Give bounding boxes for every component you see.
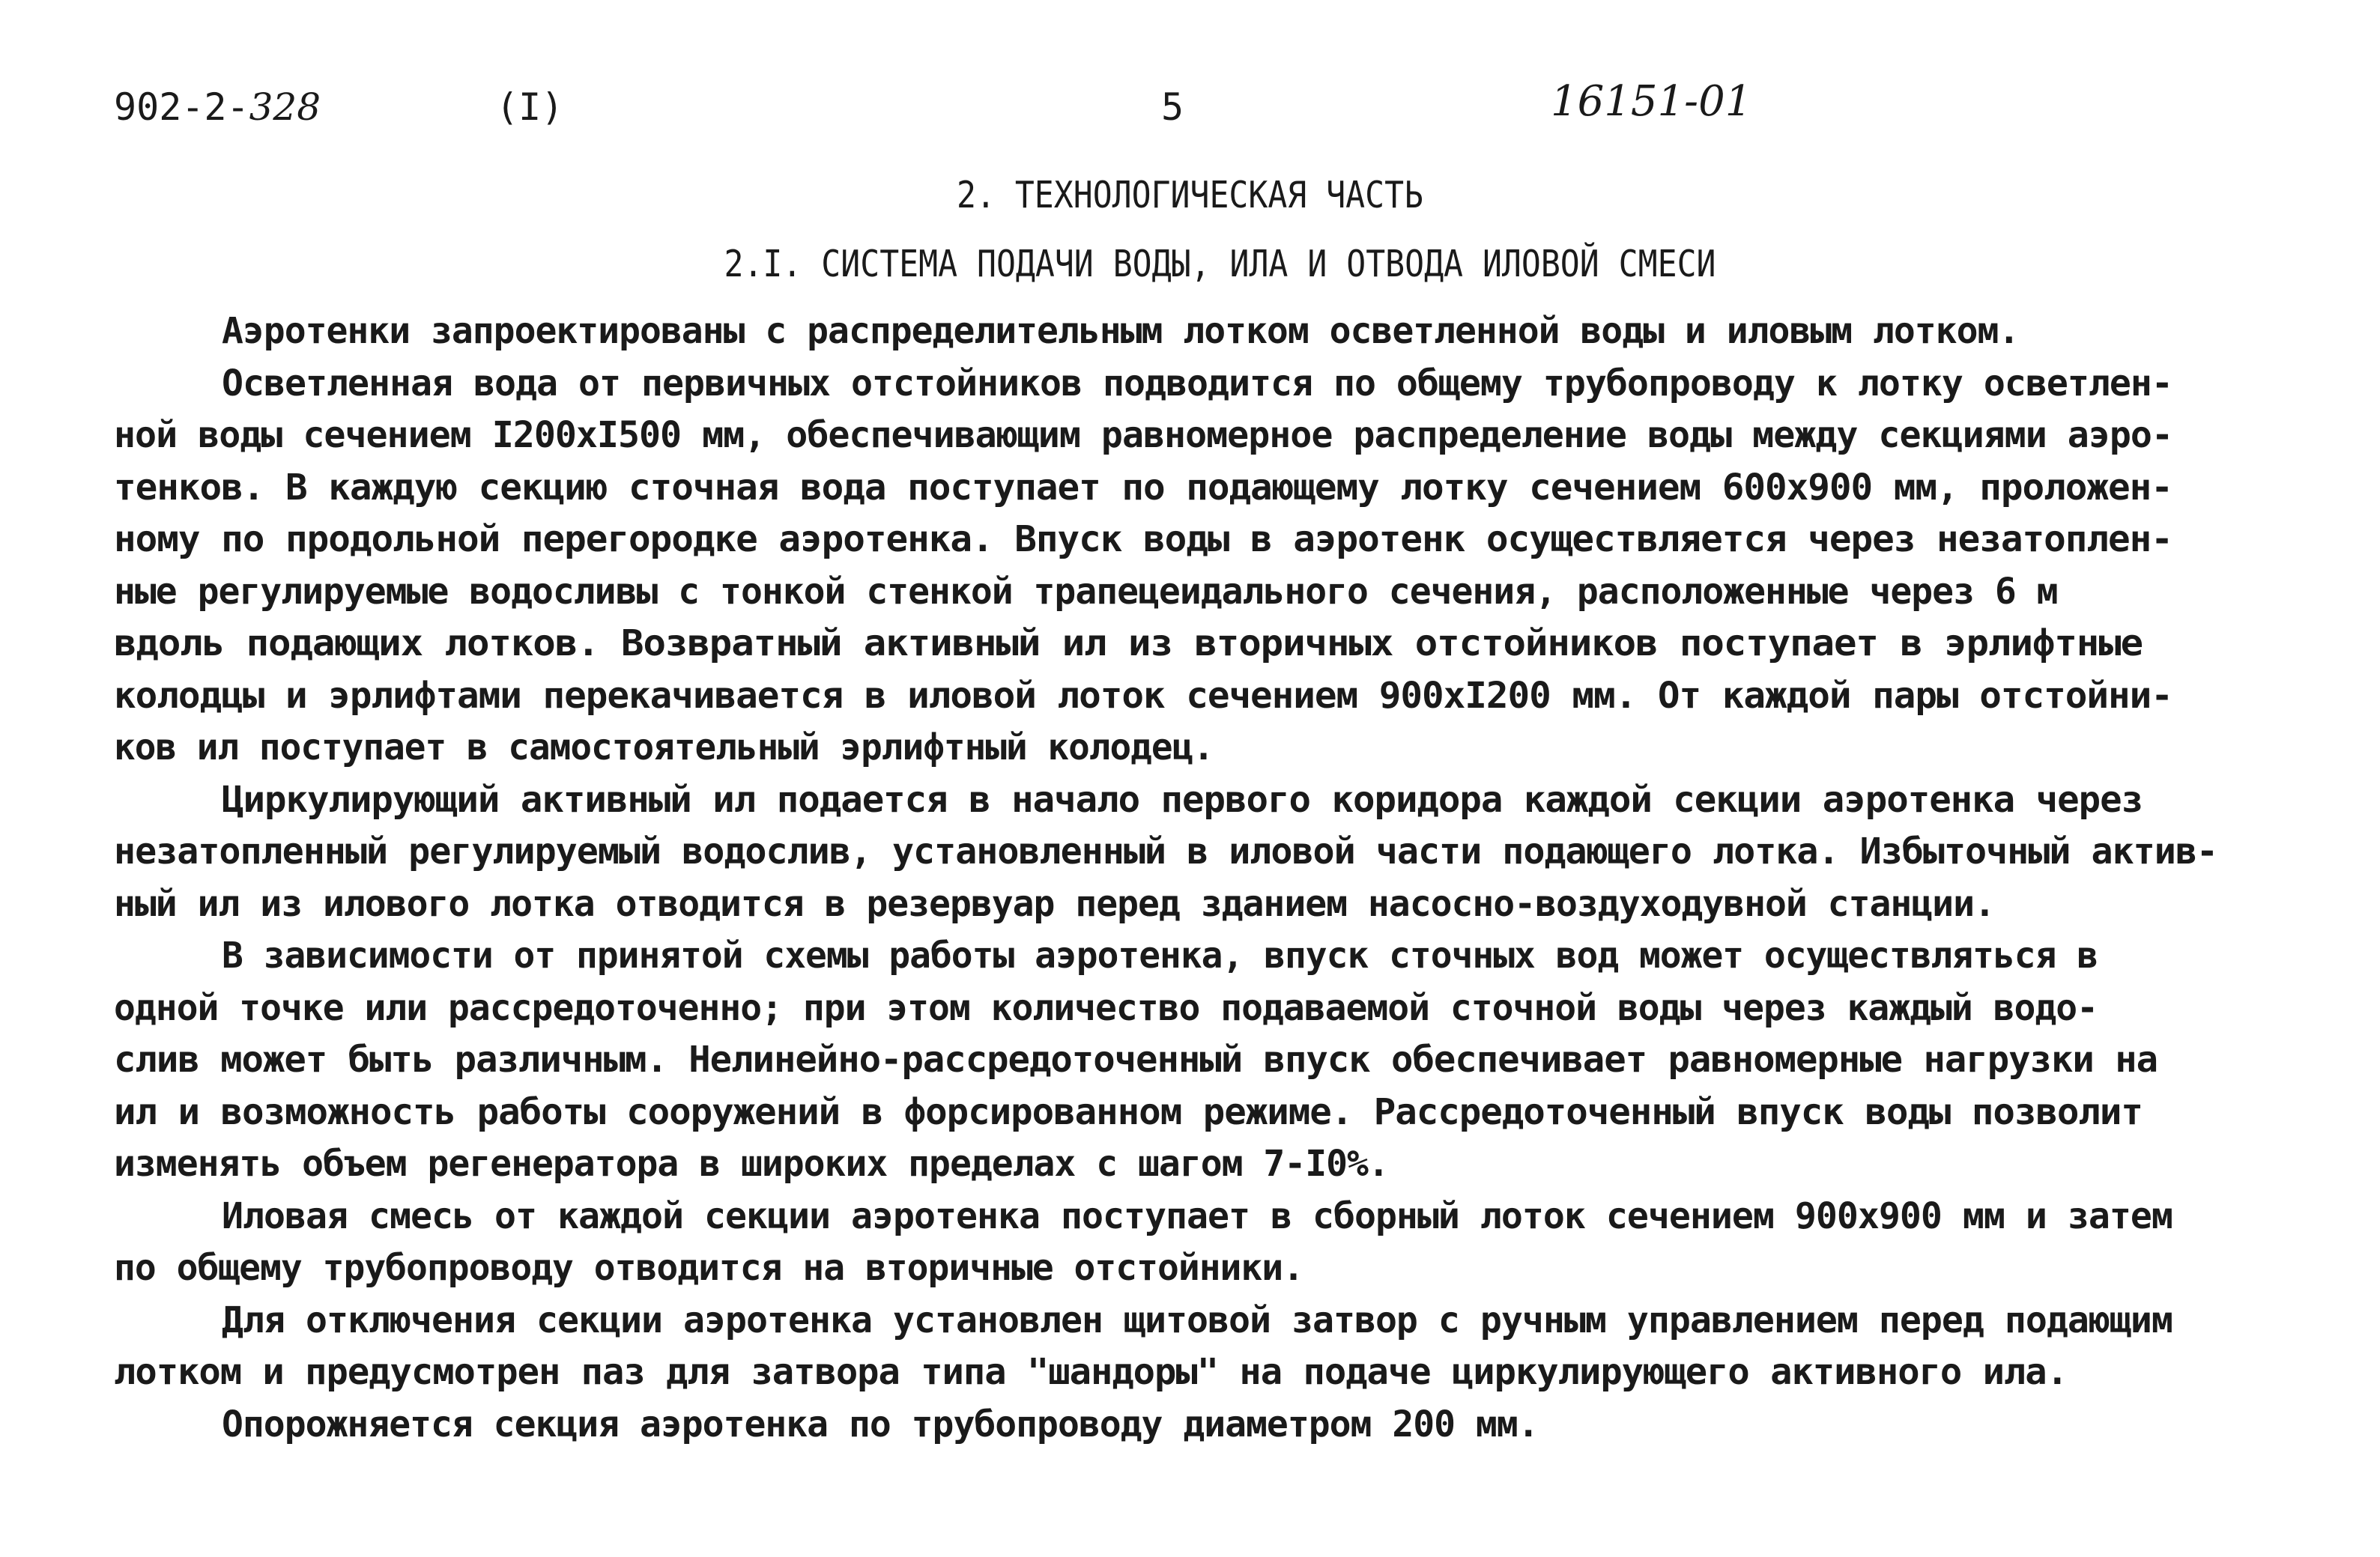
handwritten-number: 16151-01: [1551, 77, 1752, 126]
document-code-prefix: 902-2-: [114, 85, 249, 129]
text-line: ные регулируемые водосливы с тонкой стенкой трапецеидального сечения, расположенные через 6 м: [114, 571, 2058, 613]
sheet-label: (I): [496, 85, 564, 129]
text-line: незатопленный регулируемый водослив, установленный в иловой части подающего лотка. Избыточный актив-: [114, 831, 2217, 872]
document-code: [114, 85, 321, 129]
text-line: ной воды сечением I200xI500 мм, обеспечивающим равномерное распределение воды между секциями аэро-: [114, 414, 2172, 456]
text-line: ному по продольной перегородке аэротенка. Впуск воды в аэротенк осуществляется через незатоплен-: [114, 518, 2172, 560]
text-line: по общему трубопроводу отводится на вторичные отстойники.: [114, 1247, 1303, 1289]
text-line: ил и возможность работы сооружений в форсированном режиме. Рассредоточенный впуск воды позволит: [114, 1091, 2143, 1133]
text-line: колодцы и эрлифтами перекачивается в иловой лоток сечением 900xI200 мм. От каждой пары отстойни-: [114, 675, 2172, 717]
text-line: Для отключения секции аэротенка установлен щитовой затвор с ручным управлением перед подающим: [222, 1299, 2172, 1341]
text-line: лотком и предусмотрен паз для затвора типа "шандоры" на подаче циркулирующего активного ила.: [114, 1351, 2068, 1393]
text-line: Иловая смесь от каждой секции аэротенка поступает в сборный лоток сечением 900x900 мм и затем: [222, 1195, 2172, 1237]
text-line: Циркулирующий активный ил подается в начало первого коридора каждой секции аэротенка через: [222, 779, 2143, 821]
text-line: Осветленная вода от первичных отстойников подводится по общему трубопроводу к лотку осветлен-: [222, 362, 2172, 404]
text-line: ков ил поступает в самостоятельный эрлифтный колодец.: [114, 726, 1214, 768]
text-line: слив может быть различным. Нелинейно-рассредоточенный впуск обеспечивает равномерные нагрузки на: [114, 1039, 2158, 1081]
text-line: вдоль подающих лотков. Возвратный активный ил из вторичных отстойников поступает в эрлифтные: [114, 622, 2143, 664]
document-code-handwritten: 328: [249, 85, 321, 129]
text-line: Аэротенки запроектированы с распределительным лотком осветленной воды и иловым лотком.: [222, 310, 2020, 352]
text-line: В зависимости от принятой схемы работы аэротенка, впуск сточных вод может осуществляться в: [222, 935, 2098, 977]
subsection-title: 2.I. СИСТЕМА ПОДАЧИ ВОДЫ, ИЛА И ОТВОДА ИЛОВОЙ СМЕСИ: [724, 243, 1716, 285]
page-number: 5: [1161, 85, 1184, 129]
text-line: изменять объем регенератора в широких пределах с шагом 7-I0%.: [114, 1143, 1389, 1185]
text-line: одной точке или рассредоточенно; при этом количество подаваемой сточной воды через каждый водо-: [114, 987, 2098, 1029]
text-line: Опорожняется секция аэротенка по трубопроводу диаметром 200 мм.: [222, 1403, 1539, 1445]
section-title: 2. ТЕХНОЛОГИЧЕСКАЯ ЧАСТЬ: [956, 174, 1424, 216]
text-line: тенков. В каждую секцию сточная вода поступает по подающему лотку сечением 600x900 мм, проложен-: [114, 467, 2172, 509]
text-line: ный ил из илового лотка отводится в резервуар перед зданием насосно-воздуходувной станции.: [114, 883, 1995, 925]
